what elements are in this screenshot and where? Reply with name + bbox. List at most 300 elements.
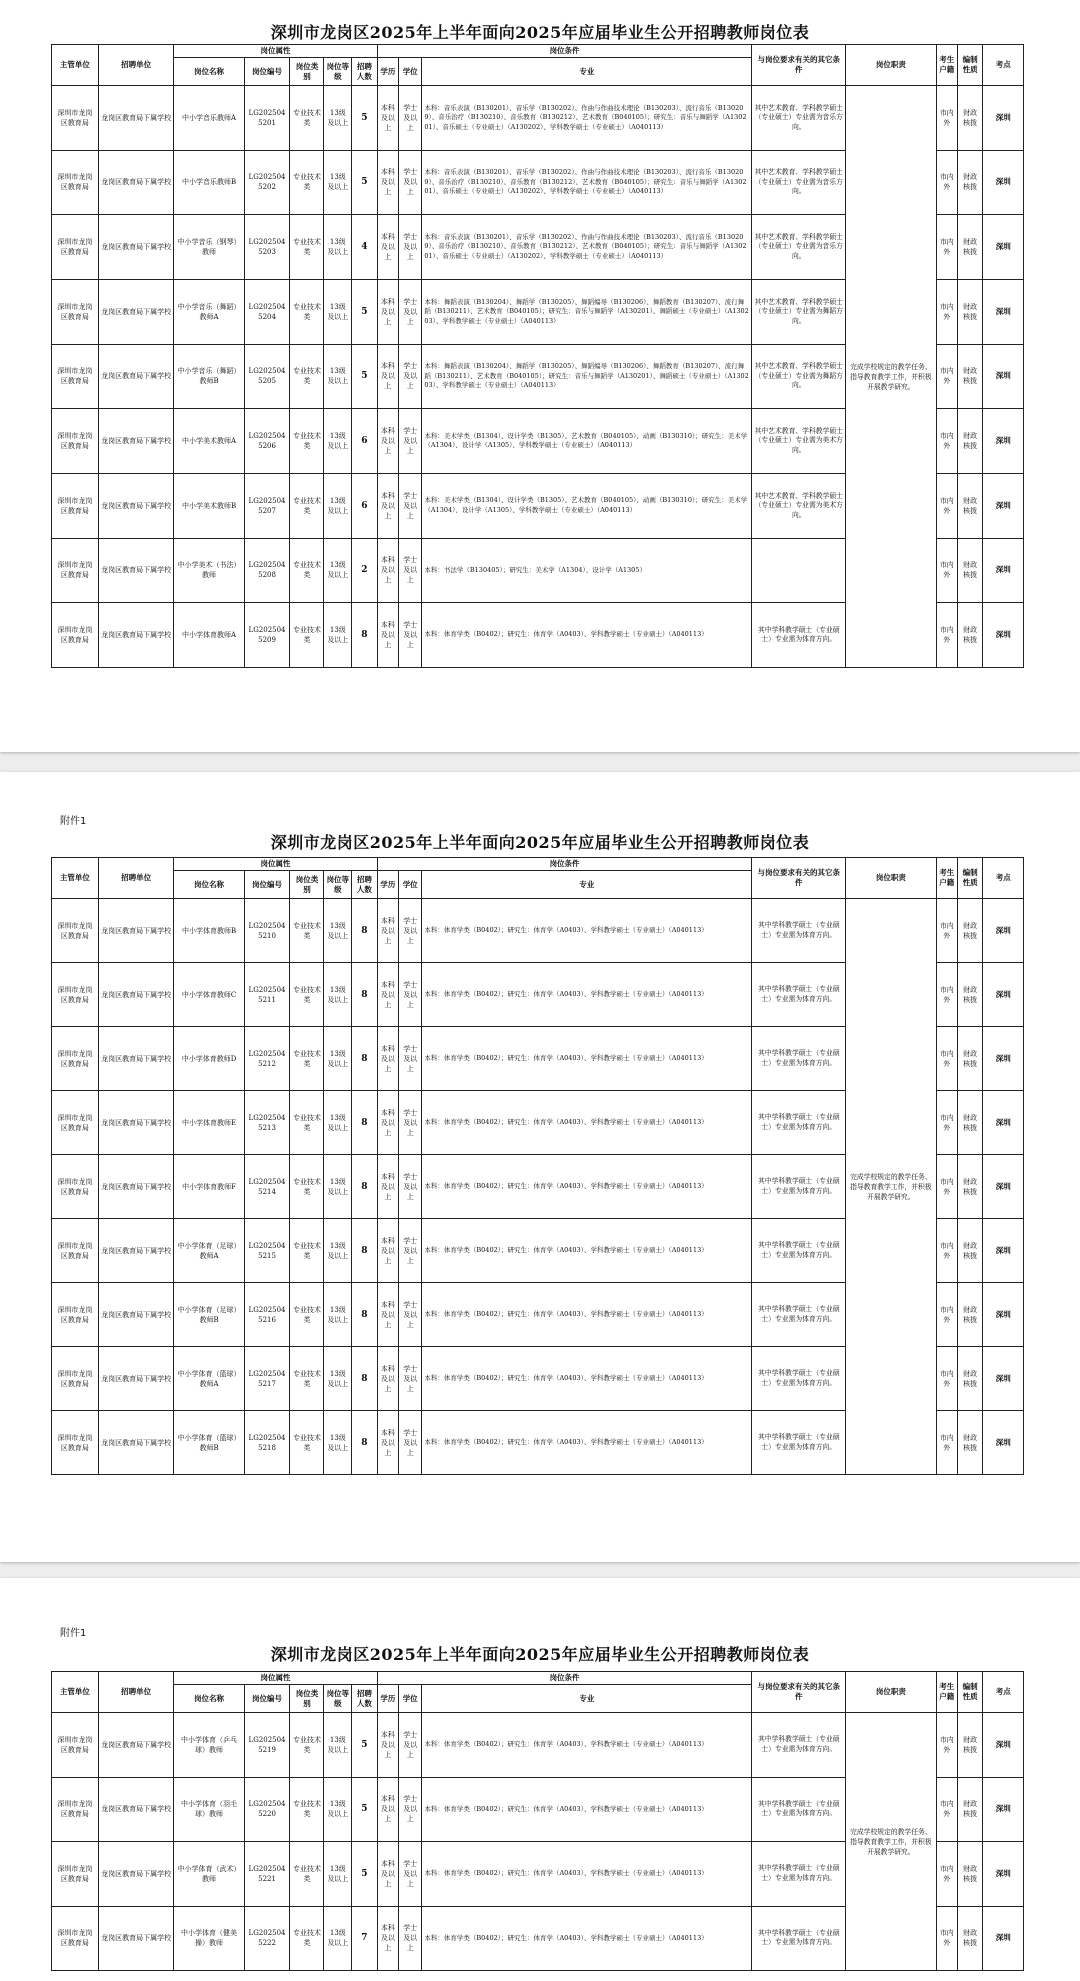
position-name-cell: 中小学体育教师D <box>174 1027 244 1091</box>
position-level-cell: 13级及以上 <box>324 1411 352 1475</box>
header-conditions: 岗位条件 <box>377 45 752 58</box>
residence-cell: 市内外 <box>936 1713 957 1778</box>
header-education: 学历 <box>377 1685 398 1713</box>
supervisor-cell: 深圳市龙岗区教育局 <box>52 538 99 603</box>
header-hire-count: 招聘人数 <box>352 871 378 899</box>
residence-cell: 市内外 <box>936 538 957 603</box>
education-cell: 本科及以上 <box>377 473 398 538</box>
degree-cell: 学士及以上 <box>398 1219 421 1283</box>
degree-cell: 学士及以上 <box>398 473 421 538</box>
hire-count-cell: 8 <box>352 1283 378 1347</box>
degree-cell: 学士及以上 <box>398 1411 421 1475</box>
exam-site-cell: 深圳 <box>983 409 1024 474</box>
hire-count-cell: 6 <box>352 409 378 474</box>
exam-site-cell: 深圳 <box>983 344 1024 409</box>
position-level-cell: 13级及以上 <box>324 1155 352 1219</box>
supervisor-cell: 深圳市龙岗区教育局 <box>52 1155 99 1219</box>
header-position-name: 岗位名称 <box>174 1685 244 1713</box>
header-residence: 考生户籍 <box>936 858 957 899</box>
header-supervisor: 主管单位 <box>52 858 99 899</box>
page-title: 深圳市龙岗区2025年上半年面向2025年应届毕业生公开招聘教师岗位表 <box>270 1645 810 1664</box>
degree-cell: 学士及以上 <box>398 1027 421 1091</box>
degree-cell: 学士及以上 <box>398 215 421 280</box>
position-name-cell: 中小学体育教师A <box>174 603 244 668</box>
staffing-cell: 财政核拨 <box>957 1842 983 1907</box>
degree-cell: 学士及以上 <box>398 899 421 963</box>
document-page-1 <box>0 0 1080 752</box>
header-recruiter: 招聘单位 <box>98 1672 174 1713</box>
position-name-cell: 中小学音乐（舞蹈）教师A <box>174 279 244 344</box>
duty-cell: 完成学校规定的教学任务、指导教育教学工作，并积极开展教学研究。 <box>846 86 936 668</box>
hire-count-cell: 5 <box>352 150 378 215</box>
supervisor-cell: 深圳市龙岗区教育局 <box>52 1219 99 1283</box>
header-duty: 岗位职责 <box>846 1672 936 1713</box>
position-name-cell: 中小学美术（书法）教师 <box>174 538 244 603</box>
duty-cell: 完成学校规定的教学任务、指导教育教学工作，并积极开展教学研究。 <box>846 1713 936 1971</box>
staffing-cell: 财政核拨 <box>957 1411 983 1475</box>
exam-site-cell: 深圳 <box>983 1347 1024 1411</box>
position-name-cell: 中小学体育（篮球）教师A <box>174 1347 244 1411</box>
residence-cell: 市内外 <box>936 1027 957 1091</box>
supervisor-cell: 深圳市龙岗区教育局 <box>52 86 99 151</box>
position-name-cell: 中小学体育（羽毛球）教师 <box>174 1777 244 1842</box>
position-category-cell: 专业技术类 <box>290 1347 324 1411</box>
position-name-cell: 中小学体育教师C <box>174 963 244 1027</box>
header-degree: 学位 <box>398 871 421 899</box>
position-code-cell: LG2025045204 <box>244 279 290 344</box>
recruiter-cell: 龙岗区教育局下属学校 <box>98 344 174 409</box>
exam-site-cell: 深圳 <box>983 1906 1024 1971</box>
header-position-level: 岗位等级 <box>324 871 352 899</box>
major-cell: 本科：体育学类（B0402）；研究生：体育学（A0403）、学科教学硕士（专业硕士）（A040113） <box>422 1713 752 1778</box>
staffing-cell: 财政核拨 <box>957 1283 983 1347</box>
exam-site-cell: 深圳 <box>983 1283 1024 1347</box>
header-exam-site: 考点 <box>983 858 1024 899</box>
recruiter-cell: 龙岗区教育局下属学校 <box>98 538 174 603</box>
supervisor-cell: 深圳市龙岗区教育局 <box>52 1777 99 1842</box>
position-code-cell: LG2025045217 <box>244 1347 290 1411</box>
position-code-cell: LG2025045216 <box>244 1283 290 1347</box>
exam-site-cell: 深圳 <box>983 538 1024 603</box>
supervisor-cell: 深圳市龙岗区教育局 <box>52 409 99 474</box>
other-conditions-cell: 其中艺术教育、学科教学硕士（专业硕士）专业需为音乐方向。 <box>752 86 846 151</box>
supervisor-cell: 深圳市龙岗区教育局 <box>52 150 99 215</box>
residence-cell: 市内外 <box>936 215 957 280</box>
education-cell: 本科及以上 <box>377 1283 398 1347</box>
position-level-cell: 13级及以上 <box>324 899 352 963</box>
education-cell: 本科及以上 <box>377 963 398 1027</box>
exam-site-cell: 深圳 <box>983 279 1024 344</box>
hire-count-cell: 8 <box>352 1155 378 1219</box>
hire-count-cell: 4 <box>352 215 378 280</box>
supervisor-cell: 深圳市龙岗区教育局 <box>52 1411 99 1475</box>
header-education: 学历 <box>377 58 398 86</box>
hire-count-cell: 2 <box>352 538 378 603</box>
position-category-cell: 专业技术类 <box>290 1283 324 1347</box>
position-name-cell: 中小学音乐（舞蹈）教师B <box>174 344 244 409</box>
residence-cell: 市内外 <box>936 1777 957 1842</box>
header-degree: 学位 <box>398 58 421 86</box>
position-level-cell: 13级及以上 <box>324 1091 352 1155</box>
position-category-cell: 专业技术类 <box>290 963 324 1027</box>
education-cell: 本科及以上 <box>377 150 398 215</box>
position-level-cell: 13级及以上 <box>324 1219 352 1283</box>
recruiter-cell: 龙岗区教育局下属学校 <box>98 1777 174 1842</box>
position-category-cell: 专业技术类 <box>290 1155 324 1219</box>
supervisor-cell: 深圳市龙岗区教育局 <box>52 1027 99 1091</box>
recruiter-cell: 龙岗区教育局下属学校 <box>98 1411 174 1475</box>
education-cell: 本科及以上 <box>377 899 398 963</box>
position-code-cell: LG2025045206 <box>244 409 290 474</box>
position-category-cell: 专业技术类 <box>290 344 324 409</box>
major-cell: 本科：体育学类（B0402）；研究生：体育学（A0403）、学科教学硕士（专业硕士）（A040113） <box>422 1906 752 1971</box>
recruiter-cell: 龙岗区教育局下属学校 <box>98 899 174 963</box>
header-position-attr: 岗位属性 <box>174 45 377 58</box>
header-other-conditions: 与岗位要求有关的其它条件 <box>752 45 846 86</box>
degree-cell: 学士及以上 <box>398 150 421 215</box>
position-name-cell: 中小学美术教师B <box>174 473 244 538</box>
other-conditions-cell: 其中艺术教育、学科教学硕士（专业硕士）专业需为音乐方向。 <box>752 150 846 215</box>
supervisor-cell: 深圳市龙岗区教育局 <box>52 1842 99 1907</box>
table-row <box>52 86 1024 151</box>
degree-cell: 学士及以上 <box>398 538 421 603</box>
page-title: 深圳市龙岗区2025年上半年面向2025年应届毕业生公开招聘教师岗位表 <box>270 833 810 852</box>
major-cell: 本科：体育学类（B0402）；研究生：体育学（A0403）、学科教学硕士（专业硕士）（A040113） <box>422 603 752 668</box>
recruiter-cell: 龙岗区教育局下属学校 <box>98 409 174 474</box>
exam-site-cell: 深圳 <box>983 1091 1024 1155</box>
recruitment-table <box>51 857 1024 1475</box>
hire-count-cell: 8 <box>352 1219 378 1283</box>
position-name-cell: 中小学体育（乒乓球）教师 <box>174 1713 244 1778</box>
residence-cell: 市内外 <box>936 899 957 963</box>
major-cell: 本科：体育学类（B0402）；研究生：体育学（A0403）、学科教学硕士（专业硕士）（A040113） <box>422 1155 752 1219</box>
degree-cell: 学士及以上 <box>398 1347 421 1411</box>
supervisor-cell: 深圳市龙岗区教育局 <box>52 473 99 538</box>
residence-cell: 市内外 <box>936 1219 957 1283</box>
recruiter-cell: 龙岗区教育局下属学校 <box>98 1906 174 1971</box>
education-cell: 本科及以上 <box>377 1219 398 1283</box>
position-name-cell: 中小学音乐教师B <box>174 150 244 215</box>
supervisor-cell: 深圳市龙岗区教育局 <box>52 344 99 409</box>
hire-count-cell: 8 <box>352 603 378 668</box>
header-staffing: 编制性质 <box>957 1672 983 1713</box>
education-cell: 本科及以上 <box>377 1411 398 1475</box>
major-cell: 本科：体育学类（B0402）；研究生：体育学（A0403）、学科教学硕士（专业硕士）（A040113） <box>422 963 752 1027</box>
residence-cell: 市内外 <box>936 409 957 474</box>
degree-cell: 学士及以上 <box>398 1091 421 1155</box>
other-conditions-cell: 其中学科教学硕士（专业硕士）专业需为体育方向。 <box>752 1283 846 1347</box>
position-code-cell: LG2025045208 <box>244 538 290 603</box>
position-category-cell: 专业技术类 <box>290 1411 324 1475</box>
position-code-cell: LG2025045218 <box>244 1411 290 1475</box>
major-cell: 本科：体育学类（B0402）；研究生：体育学（A0403）、学科教学硕士（专业硕士）（A040113） <box>422 1411 752 1475</box>
other-conditions-cell: 其中学科教学硕士（专业硕士）专业需为体育方向。 <box>752 963 846 1027</box>
hire-count-cell: 8 <box>352 1027 378 1091</box>
position-code-cell: LG2025045207 <box>244 473 290 538</box>
position-code-cell: LG2025045201 <box>244 86 290 151</box>
major-cell: 本科：体育学类（B0402）；研究生：体育学（A0403）、学科教学硕士（专业硕士）（A040113） <box>422 899 752 963</box>
position-category-cell: 专业技术类 <box>290 150 324 215</box>
header-major: 专业 <box>422 871 752 899</box>
education-cell: 本科及以上 <box>377 279 398 344</box>
position-name-cell: 中小学体育（篮球）教师B <box>174 1411 244 1475</box>
exam-site-cell: 深圳 <box>983 1713 1024 1778</box>
hire-count-cell: 5 <box>352 86 378 151</box>
major-cell: 本科：体育学类（B0402）；研究生：体育学（A0403）、学科教学硕士（专业硕士）（A040113） <box>422 1842 752 1907</box>
exam-site-cell: 深圳 <box>983 150 1024 215</box>
major-cell: 本科：体育学类（B0402）；研究生：体育学（A0403）、学科教学硕士（专业硕士）（A040113） <box>422 1091 752 1155</box>
position-category-cell: 专业技术类 <box>290 1842 324 1907</box>
page-title: 深圳市龙岗区2025年上半年面向2025年应届毕业生公开招聘教师岗位表 <box>270 23 810 42</box>
supervisor-cell: 深圳市龙岗区教育局 <box>52 1713 99 1778</box>
header-supervisor: 主管单位 <box>52 1672 99 1713</box>
header-major: 专业 <box>422 58 752 86</box>
position-category-cell: 专业技术类 <box>290 1219 324 1283</box>
major-cell: 本科：美术学类（B1304）、设计学类（B1305）、艺术教育（B040105）、动画（B130310）；研究生：美术学（A1304）、设计学（A1305）、学科教学硕士（专业硕士）（A040113） <box>422 473 752 538</box>
position-name-cell: 中小学体育（健美操）教师 <box>174 1906 244 1971</box>
position-code-cell: LG2025045205 <box>244 344 290 409</box>
header-recruiter: 招聘单位 <box>98 45 174 86</box>
supervisor-cell: 深圳市龙岗区教育局 <box>52 963 99 1027</box>
staffing-cell: 财政核拨 <box>957 344 983 409</box>
other-conditions-cell <box>752 538 846 603</box>
position-name-cell: 中小学体育教师B <box>174 899 244 963</box>
header-exam-site: 考点 <box>983 45 1024 86</box>
other-conditions-cell: 其中学科教学硕士（专业硕士）专业需为体育方向。 <box>752 1842 846 1907</box>
staffing-cell: 财政核拨 <box>957 409 983 474</box>
major-cell: 本科：音乐表演（B130201）、音乐学（B130202）、作曲与作曲技术理论（B130203）、流行音乐（B130209）、音乐治疗（B130210）、音乐教育（B130212）、艺术教育（B040105）；研究生：音乐与舞蹈学（A130201）、音乐硕士（专业硕士）（A130202）、学科教学硕士（专业硕士）（A040113） <box>422 215 752 280</box>
header-staffing: 编制性质 <box>957 858 983 899</box>
exam-site-cell: 深圳 <box>983 1777 1024 1842</box>
table-row <box>52 1713 1024 1778</box>
position-code-cell: LG2025045210 <box>244 899 290 963</box>
recruiter-cell: 龙岗区教育局下属学校 <box>98 1713 174 1778</box>
recruiter-cell: 龙岗区教育局下属学校 <box>98 1842 174 1907</box>
major-cell: 本科：体育学类（B0402）；研究生：体育学（A0403）、学科教学硕士（专业硕士）（A040113） <box>422 1347 752 1411</box>
other-conditions-cell: 其中学科教学硕士（专业硕士）专业需为体育方向。 <box>752 1155 846 1219</box>
position-code-cell: LG2025045219 <box>244 1713 290 1778</box>
education-cell: 本科及以上 <box>377 409 398 474</box>
hire-count-cell: 5 <box>352 1777 378 1842</box>
major-cell: 本科：体育学类（B0402）；研究生：体育学（A0403）、学科教学硕士（专业硕士）（A040113） <box>422 1283 752 1347</box>
header-position-attr: 岗位属性 <box>174 1672 377 1685</box>
residence-cell: 市内外 <box>936 1347 957 1411</box>
position-name-cell: 中小学美术教师A <box>174 409 244 474</box>
position-category-cell: 专业技术类 <box>290 1027 324 1091</box>
degree-cell: 学士及以上 <box>398 1777 421 1842</box>
position-level-cell: 13级及以上 <box>324 963 352 1027</box>
other-conditions-cell: 其中学科教学硕士（专业硕士）专业需为体育方向。 <box>752 1347 846 1411</box>
exam-site-cell: 深圳 <box>983 1842 1024 1907</box>
exam-site-cell: 深圳 <box>983 1027 1024 1091</box>
degree-cell: 学士及以上 <box>398 963 421 1027</box>
other-conditions-cell: 其中艺术教育、学科教学硕士（专业硕士）专业需为舞蹈方向。 <box>752 279 846 344</box>
header-position-name: 岗位名称 <box>174 58 244 86</box>
hire-count-cell: 5 <box>352 1713 378 1778</box>
other-conditions-cell: 其中学科教学硕士（专业硕士）专业需为体育方向。 <box>752 1027 846 1091</box>
position-level-cell: 13级及以上 <box>324 279 352 344</box>
supervisor-cell: 深圳市龙岗区教育局 <box>52 1906 99 1971</box>
exam-site-cell: 深圳 <box>983 1219 1024 1283</box>
header-position-name: 岗位名称 <box>174 871 244 899</box>
position-name-cell: 中小学体育（武术）教师 <box>174 1842 244 1907</box>
supervisor-cell: 深圳市龙岗区教育局 <box>52 1347 99 1411</box>
position-level-cell: 13级及以上 <box>324 1777 352 1842</box>
major-cell: 本科：美术学类（B1304）、设计学类（B1305）、艺术教育（B040105）、动画（B130310）；研究生：美术学（A1304）、设计学（A1305）、学科教学硕士（专业硕士）（A040113） <box>422 409 752 474</box>
position-code-cell: LG2025045212 <box>244 1027 290 1091</box>
staffing-cell: 财政核拨 <box>957 1219 983 1283</box>
major-cell: 本科：体育学类（B0402）；研究生：体育学（A0403）、学科教学硕士（专业硕士）（A040113） <box>422 1777 752 1842</box>
residence-cell: 市内外 <box>936 963 957 1027</box>
recruitment-table <box>51 1671 1024 1971</box>
residence-cell: 市内外 <box>936 1283 957 1347</box>
recruiter-cell: 龙岗区教育局下属学校 <box>98 1347 174 1411</box>
exam-site-cell: 深圳 <box>983 1155 1024 1219</box>
staffing-cell: 财政核拨 <box>957 603 983 668</box>
position-level-cell: 13级及以上 <box>324 1713 352 1778</box>
other-conditions-cell: 其中学科教学硕士（专业硕士）专业需为体育方向。 <box>752 1219 846 1283</box>
degree-cell: 学士及以上 <box>398 86 421 151</box>
hire-count-cell: 7 <box>352 1906 378 1971</box>
header-hire-count: 招聘人数 <box>352 1685 378 1713</box>
recruiter-cell: 龙岗区教育局下属学校 <box>98 86 174 151</box>
degree-cell: 学士及以上 <box>398 1906 421 1971</box>
supervisor-cell: 深圳市龙岗区教育局 <box>52 1283 99 1347</box>
attachment-label: 附件1 <box>60 816 87 827</box>
other-conditions-cell: 其中学科教学硕士（专业硕士）专业需为体育方向。 <box>752 899 846 963</box>
position-code-cell: LG2025045215 <box>244 1219 290 1283</box>
residence-cell: 市内外 <box>936 1091 957 1155</box>
position-code-cell: LG2025045221 <box>244 1842 290 1907</box>
degree-cell: 学士及以上 <box>398 344 421 409</box>
position-category-cell: 专业技术类 <box>290 279 324 344</box>
residence-cell: 市内外 <box>936 1155 957 1219</box>
header-other-conditions: 与岗位要求有关的其它条件 <box>752 1672 846 1713</box>
position-code-cell: LG2025045222 <box>244 1906 290 1971</box>
recruitment-table <box>51 44 1024 668</box>
position-category-cell: 专业技术类 <box>290 1713 324 1778</box>
staffing-cell: 财政核拨 <box>957 1155 983 1219</box>
hire-count-cell: 8 <box>352 899 378 963</box>
exam-site-cell: 深圳 <box>983 86 1024 151</box>
supervisor-cell: 深圳市龙岗区教育局 <box>52 603 99 668</box>
position-level-cell: 13级及以上 <box>324 1906 352 1971</box>
position-level-cell: 13级及以上 <box>324 150 352 215</box>
other-conditions-cell: 其中学科教学硕士（专业硕士）专业需为体育方向。 <box>752 1411 846 1475</box>
education-cell: 本科及以上 <box>377 603 398 668</box>
header-duty: 岗位职责 <box>846 45 936 86</box>
table-row <box>52 899 1024 963</box>
position-level-cell: 13级及以上 <box>324 603 352 668</box>
staffing-cell: 财政核拨 <box>957 86 983 151</box>
header-residence: 考生户籍 <box>936 45 957 86</box>
hire-count-cell: 8 <box>352 963 378 1027</box>
position-category-cell: 专业技术类 <box>290 603 324 668</box>
other-conditions-cell: 其中学科教学硕士（专业硕士）专业需为体育方向。 <box>752 1777 846 1842</box>
position-name-cell: 中小学音乐（钢琴）教师 <box>174 215 244 280</box>
major-cell: 本科：体育学类（B0402）；研究生：体育学（A0403）、学科教学硕士（专业硕士）（A040113） <box>422 1219 752 1283</box>
position-name-cell: 中小学体育教师E <box>174 1091 244 1155</box>
header-hire-count: 招聘人数 <box>352 58 378 86</box>
other-conditions-cell: 其中学科教学硕士（专业硕士）专业需为体育方向。 <box>752 1713 846 1778</box>
staffing-cell: 财政核拨 <box>957 1347 983 1411</box>
position-code-cell: LG2025045214 <box>244 1155 290 1219</box>
residence-cell: 市内外 <box>936 150 957 215</box>
exam-site-cell: 深圳 <box>983 473 1024 538</box>
degree-cell: 学士及以上 <box>398 1713 421 1778</box>
education-cell: 本科及以上 <box>377 1027 398 1091</box>
recruiter-cell: 龙岗区教育局下属学校 <box>98 603 174 668</box>
header-exam-site: 考点 <box>983 1672 1024 1713</box>
position-code-cell: LG2025045202 <box>244 150 290 215</box>
header-position-attr: 岗位属性 <box>174 858 377 871</box>
supervisor-cell: 深圳市龙岗区教育局 <box>52 215 99 280</box>
position-level-cell: 13级及以上 <box>324 1283 352 1347</box>
residence-cell: 市内外 <box>936 603 957 668</box>
header-position-code: 岗位编号 <box>244 1685 290 1713</box>
recruiter-cell: 龙岗区教育局下属学校 <box>98 1027 174 1091</box>
attachment-label: 附件1 <box>60 1628 87 1639</box>
hire-count-cell: 8 <box>352 1347 378 1411</box>
residence-cell: 市内外 <box>936 1842 957 1907</box>
header-position-level: 岗位等级 <box>324 1685 352 1713</box>
residence-cell: 市内外 <box>936 86 957 151</box>
position-category-cell: 专业技术类 <box>290 215 324 280</box>
degree-cell: 学士及以上 <box>398 1842 421 1907</box>
staffing-cell: 财政核拨 <box>957 1777 983 1842</box>
position-level-cell: 13级及以上 <box>324 409 352 474</box>
header-degree: 学位 <box>398 1685 421 1713</box>
other-conditions-cell: 其中艺术教育、学科教学硕士（专业硕士）专业需为美术方向。 <box>752 473 846 538</box>
position-category-cell: 专业技术类 <box>290 86 324 151</box>
recruiter-cell: 龙岗区教育局下属学校 <box>98 1219 174 1283</box>
major-cell: 本科：舞蹈表演（B130204）、舞蹈学（B130205）、舞蹈编导（B130206）、舞蹈教育（B130207）、流行舞蹈（B130211）、艺术教育（B040105）；研究生：音乐与舞蹈学（A130201）、舞蹈硕士（专业硕士）（A130203）、学科教学硕士（专业硕士）（A040113） <box>422 279 752 344</box>
supervisor-cell: 深圳市龙岗区教育局 <box>52 279 99 344</box>
position-category-cell: 专业技术类 <box>290 1777 324 1842</box>
degree-cell: 学士及以上 <box>398 279 421 344</box>
position-name-cell: 中小学音乐教师A <box>174 86 244 151</box>
position-code-cell: LG2025045203 <box>244 215 290 280</box>
education-cell: 本科及以上 <box>377 538 398 603</box>
header-position-code: 岗位编号 <box>244 871 290 899</box>
position-level-cell: 13级及以上 <box>324 473 352 538</box>
residence-cell: 市内外 <box>936 1411 957 1475</box>
staffing-cell: 财政核拨 <box>957 1027 983 1091</box>
education-cell: 本科及以上 <box>377 1842 398 1907</box>
position-category-cell: 专业技术类 <box>290 1091 324 1155</box>
position-level-cell: 13级及以上 <box>324 1347 352 1411</box>
header-recruiter: 招聘单位 <box>98 858 174 899</box>
major-cell: 本科：书法学（B130405）；研究生：美术学（A1304）、设计学（A1305） <box>422 538 752 603</box>
exam-site-cell: 深圳 <box>983 603 1024 668</box>
recruiter-cell: 龙岗区教育局下属学校 <box>98 1155 174 1219</box>
degree-cell: 学士及以上 <box>398 1283 421 1347</box>
other-conditions-cell: 其中艺术教育、学科教学硕士（专业硕士）专业需为舞蹈方向。 <box>752 344 846 409</box>
degree-cell: 学士及以上 <box>398 409 421 474</box>
major-cell: 本科：音乐表演（B130201）、音乐学（B130202）、作曲与作曲技术理论（B130203）、流行音乐（B130209）、音乐治疗（B130210）、音乐教育（B130212）、艺术教育（B040105）；研究生：音乐与舞蹈学（A130201）、音乐硕士（专业硕士）（A130202）、学科教学硕士（专业硕士）（A040113） <box>422 150 752 215</box>
staffing-cell: 财政核拨 <box>957 215 983 280</box>
other-conditions-cell: 其中学科教学硕士（专业硕士）专业需为体育方向。 <box>752 1906 846 1971</box>
staffing-cell: 财政核拨 <box>957 1091 983 1155</box>
header-position-category: 岗位类别 <box>290 58 324 86</box>
exam-site-cell: 深圳 <box>983 215 1024 280</box>
education-cell: 本科及以上 <box>377 1713 398 1778</box>
other-conditions-cell: 其中艺术教育、学科教学硕士（专业硕士）专业需为音乐方向。 <box>752 215 846 280</box>
major-cell: 本科：音乐表演（B130201）、音乐学（B130202）、作曲与作曲技术理论（B130203）、流行音乐（B130209）、音乐治疗（B130210）、音乐教育（B130212）、艺术教育（B040105）；研究生：音乐与舞蹈学（A130201）、音乐硕士（专业硕士）（A130202）、学科教学硕士（专业硕士）（A040113） <box>422 86 752 151</box>
header-major: 专业 <box>422 1685 752 1713</box>
header-position-code: 岗位编号 <box>244 58 290 86</box>
header-conditions: 岗位条件 <box>377 1672 752 1685</box>
